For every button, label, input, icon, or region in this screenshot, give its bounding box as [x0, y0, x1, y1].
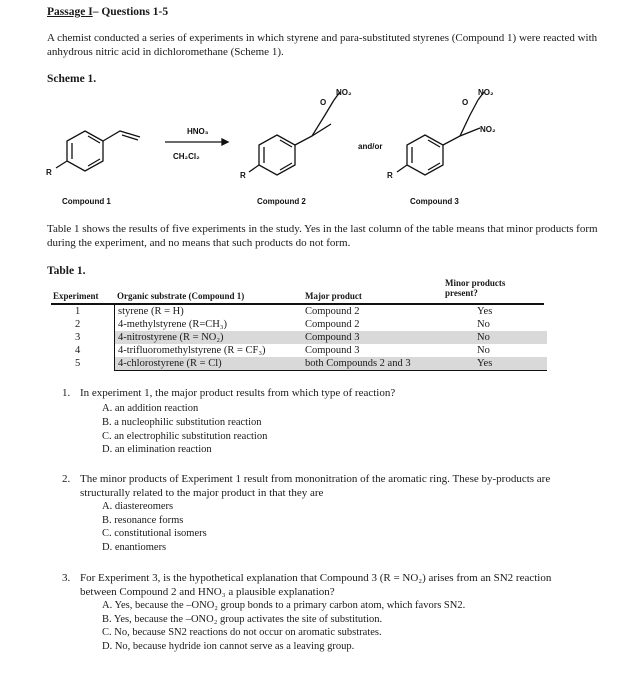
cell-exp: 4 — [75, 345, 81, 356]
compound3-label: Compound 3 — [410, 197, 459, 206]
cell-exp: 5 — [75, 358, 81, 369]
cell-substrate: 4-chlorostyrene (R = Cl) — [118, 358, 222, 369]
cell-substrate: 4-methylstyrene (R=CH₃) — [118, 319, 228, 330]
cell-exp: 2 — [75, 319, 81, 330]
header-major: Major product — [305, 291, 362, 301]
cell-substrate: styrene (R = H) — [118, 306, 184, 317]
compound1-r: R — [46, 168, 52, 177]
table-bottom-rule — [114, 370, 547, 371]
option-a[interactable]: A. diastereomers — [102, 501, 174, 512]
table-title: Table 1. — [47, 265, 86, 277]
header-minor-1: Minor products — [445, 278, 506, 288]
scheme-title: Scheme 1. — [47, 73, 97, 85]
compound3-no2-top: NO₂ — [478, 88, 494, 97]
cell-exp: 1 — [75, 306, 81, 317]
and-or-label: and/or — [358, 142, 383, 151]
passage-title: Passage I — [47, 6, 93, 18]
results-table — [47, 276, 547, 376]
passage-subtitle: – Questions 1-5 — [92, 6, 169, 18]
compound2-o: O — [320, 98, 327, 107]
passage-header — [47, 6, 168, 18]
option-b[interactable]: B. Yes, because the –ONO₂ group activates the site of substitution. — [102, 613, 383, 625]
option-c[interactable]: C. an electrophilic substitution reaction — [102, 430, 268, 442]
question-number: 3. — [62, 572, 71, 584]
header-organic: Organic substrate (Compound 1) — [117, 291, 245, 301]
question-1 — [62, 387, 602, 457]
cell-major: Compound 2 — [305, 319, 360, 330]
table-row — [47, 331, 547, 344]
cell-substrate: 4-trifluoromethylstyrene (R = CF₃) — [118, 345, 266, 356]
header-minor-2: present? — [445, 288, 478, 298]
reaction-scheme — [40, 82, 560, 212]
cell-minor: Yes — [477, 358, 493, 369]
question-3 — [62, 572, 572, 653]
table-row — [47, 357, 547, 370]
question-number: 2. — [62, 473, 71, 485]
option-a[interactable]: A. Yes, because the –ONO₂ group bonds to a primary carbon atom, which favors SN2. — [102, 600, 466, 611]
reagent-bottom: CH₂Cl₂ — [173, 152, 200, 161]
option-d[interactable]: D. enantiomers — [102, 541, 167, 553]
compound1-label: Compound 1 — [62, 197, 111, 206]
cell-minor: No — [477, 332, 490, 343]
cell-major: Compound 3 — [305, 332, 360, 343]
cell-minor: No — [477, 345, 490, 356]
option-d[interactable]: D. an elimination reaction — [102, 444, 212, 455]
option-d[interactable]: D. No, because hydride ion cannot serve as a leaving group. — [102, 640, 355, 652]
option-c[interactable]: C. constitutional isomers — [102, 528, 207, 539]
question-stem: For Experiment 3, is the hypothetical explanation that Compound 3 (R = NO₂) arises from an SN2 reaction between Compound 2 and HNO₃ a plausible explanation? — [80, 572, 552, 598]
intro-paragraph: A chemist conducted a series of experiments in which styrene and para-substituted styrenes (Compound 1) were reacted with anhydrous nitric acid in dichloromethane (Scheme 1). — [47, 32, 598, 58]
compound3-o: O — [462, 98, 469, 107]
compound2-no2: NO₂ — [336, 88, 352, 97]
option-a[interactable]: A. an addition reaction — [102, 402, 199, 414]
compound3-r: R — [387, 171, 393, 180]
question-number: 1. — [62, 387, 71, 399]
compound3-no2-side: NO₂ — [480, 125, 496, 134]
option-c[interactable]: C. No, because SN2 reactions do not occur on aromatic substrates. — [102, 627, 382, 638]
cell-major: Compound 2 — [305, 306, 360, 317]
cell-exp: 3 — [75, 332, 81, 343]
reagent-top: HNO₃ — [187, 127, 209, 136]
compound2-label: Compound 2 — [257, 197, 306, 206]
question-stem: In experiment 1, the major product results from which type of reaction? — [80, 387, 396, 399]
option-b[interactable]: B. resonance forms — [102, 514, 184, 526]
cell-substrate: 4-nitrostyrene (R = NO₂) — [118, 332, 224, 343]
option-b[interactable]: B. a nucleophilic substitution reaction — [102, 417, 262, 428]
question-2 — [62, 473, 558, 554]
cell-major: both Compounds 2 and 3 — [305, 358, 411, 369]
table-intro-paragraph: Table 1 shows the results of five experiments in the study. Yes in the last column of the table means that minor products form during the experiment, and no means that such products do not form. — [47, 223, 598, 249]
table-row — [47, 305, 547, 318]
table-row — [47, 318, 547, 331]
question-stem: The minor products of Experiment 1 result from mononitration of the aromatic ring. These by-products are structurally related to the major product in that they are — [80, 473, 551, 499]
cell-minor: Yes — [477, 306, 493, 317]
cell-major: Compound 3 — [305, 345, 360, 356]
cell-minor: No — [477, 319, 490, 330]
table-row — [47, 344, 547, 357]
compound2-r: R — [240, 171, 246, 180]
header-experiment: Experiment — [53, 291, 99, 301]
